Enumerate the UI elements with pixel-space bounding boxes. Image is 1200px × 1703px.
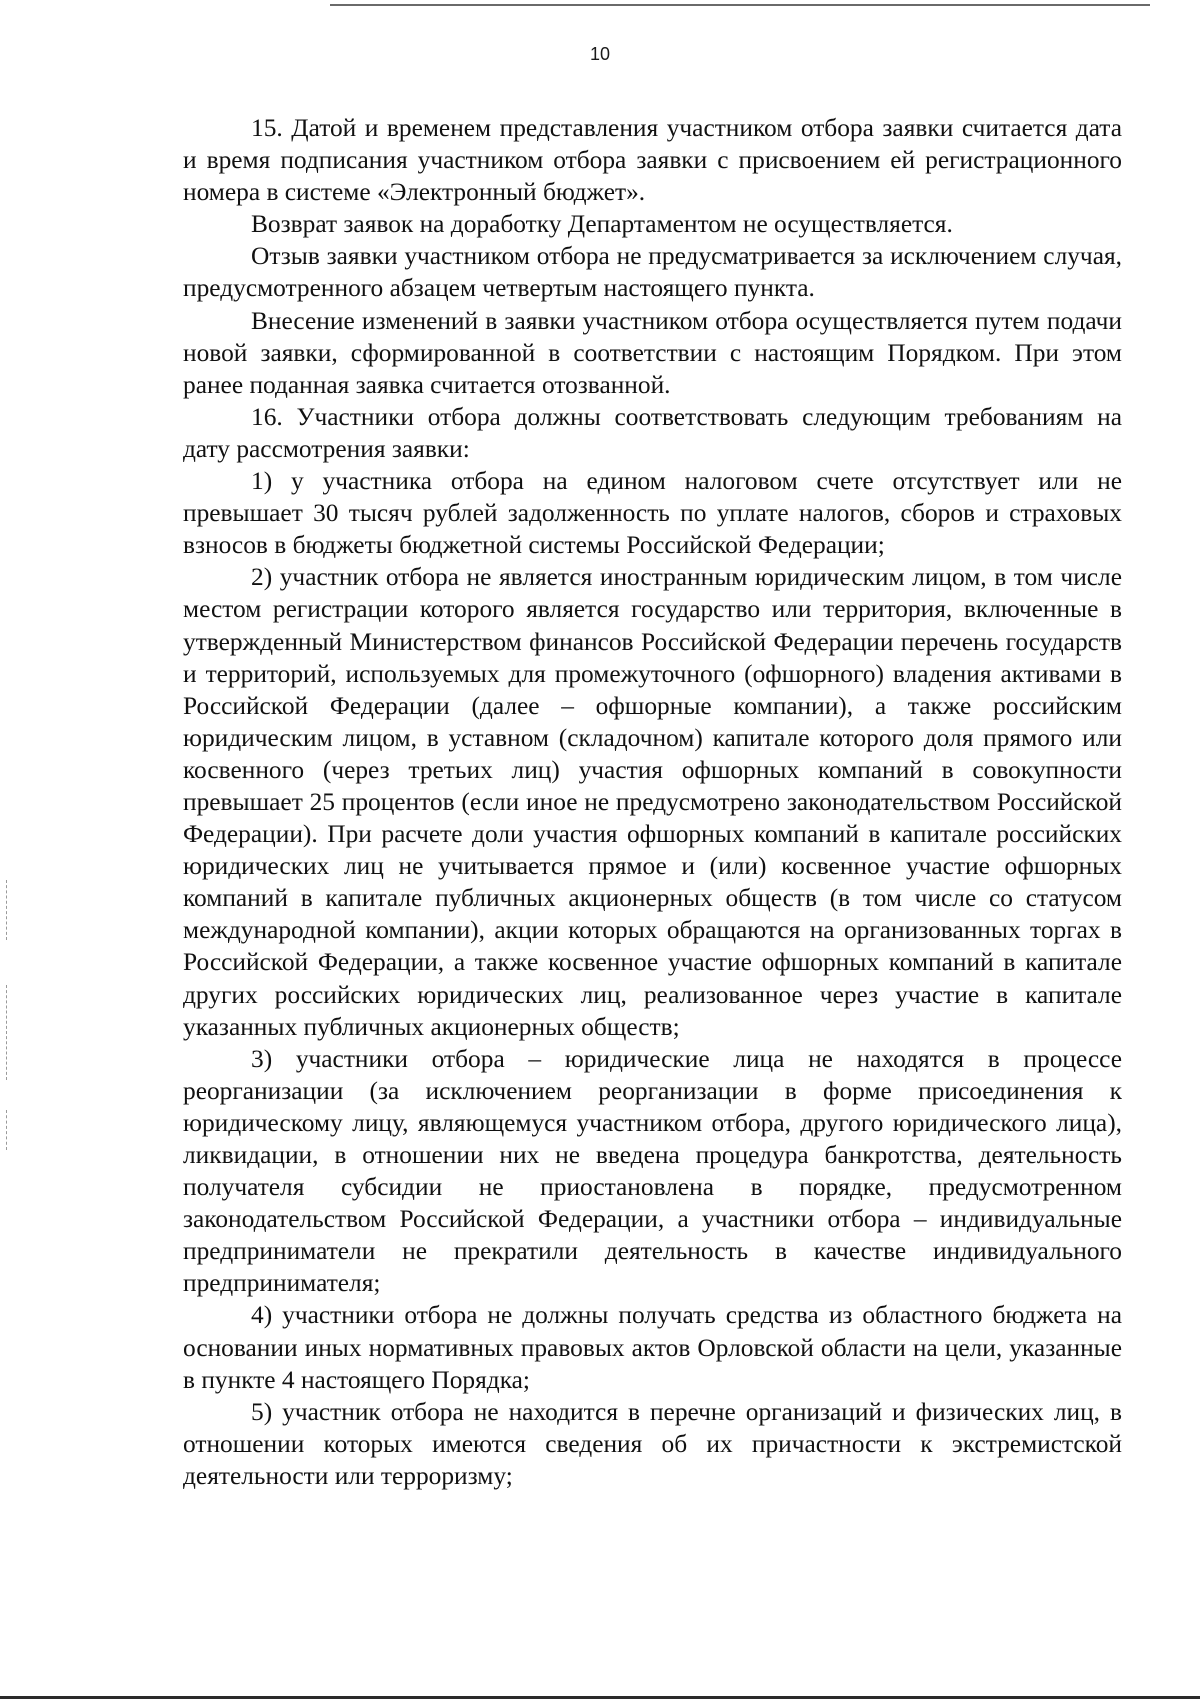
left-scan-mark <box>6 880 7 940</box>
requirement-1: 1) у участника отбора на едином налоговом счете отсутствует или не превышает 30 тысяч рублей задолженность по уплате налогов, сборов и страховых взносов в бюджеты бюджетной системы Российской Федерации; <box>183 467 1122 560</box>
paragraph-16: 16. Участники отбора должны соответствовать следующим требованиям на дату рассмотрения заявки: <box>183 402 1122 463</box>
paragraph-changes: Внесение изменений в заявки участником отбора осуществляется путем подачи новой заявки, сформированной в соответствии с настоящим Порядком. При этом ранее поданная заявка считается отозванной. <box>183 306 1122 399</box>
left-scan-mark <box>6 985 7 1080</box>
paragraph-return: Возврат заявок на доработку Департаментом не осуществляется. <box>251 210 953 239</box>
requirement-2: 2) участник отбора не является иностранным юридическим лицом, в том числе местом регистрации которого является государство или территория, включенные в утвержденный Министерством финансов Российской Федерации перечень государств и территорий, используемых для промежуточного (офшорного) владения активами в Российской Федерации (далее – офшорные компании), а также российским юридическим лицом, в уставном (складочном) капитале которого доля прямого или косвенного (через третьих лиц) участия офшорных компаний в совокупности превышает 25 процентов (если иное не предусмотрено законодательством Российской Федерации). При расчете доли участия офшорных компаний в капитале российских юридических лиц не учитывается прямое и (или) косвенное участие офшорных компаний в капитале публичных акционерных обществ (в том числе со статусом международной компании), акции которых обращаются на организованных торгах в Российской Федерации, а также косвенное участие офшорных компаний в капитале других российских юридических лиц, реализованное через участие в капитале указанных публичных акционерных обществ; <box>183 563 1122 1041</box>
document-body <box>183 112 1122 1492</box>
paragraph-15: 15. Датой и временем представления участником отбора заявки считается дата и время подписания участником отбора заявки с присвоением ей регистрационного номера в системе «Электронный бюджет». <box>183 114 1122 207</box>
requirement-5: 5) участник отбора не находится в перечне организаций и физических лиц, в отношении которых имеются сведения об их причастности к экстремистской деятельности или терроризму; <box>183 1397 1122 1490</box>
top-scan-rule <box>330 4 1150 6</box>
left-scan-mark <box>6 1110 7 1150</box>
requirement-4: 4) участники отбора не должны получать средства из областного бюджета на основании иных нормативных правовых актов Орловской области на цели, указанные в пункте 4 настоящего Порядка; <box>183 1301 1122 1394</box>
paragraph-withdrawal: Отзыв заявки участником отбора не предусматривается за исключением случая, предусмотренного абзацем четвертым настоящего пункта. <box>183 242 1122 303</box>
requirement-3: 3) участники отбора – юридические лица не находятся в процессе реорганизации (за исключением реорганизации в форме присоединения к юридическому лицу, являющемуся участником отбора, другого юридического лица), ликвидации, в отношении них не введена процедура банкротства, деятельность получателя субсидии не приостановлена в порядке, предусмотренном законодательством Российской Федерации, а участники отбора – индивидуальные предприниматели не прекратили деятельность в качестве индивидуального предпринимателя; <box>183 1044 1122 1298</box>
bottom-scan-rule <box>0 1696 1200 1699</box>
page-number: 10 <box>589 44 611 64</box>
